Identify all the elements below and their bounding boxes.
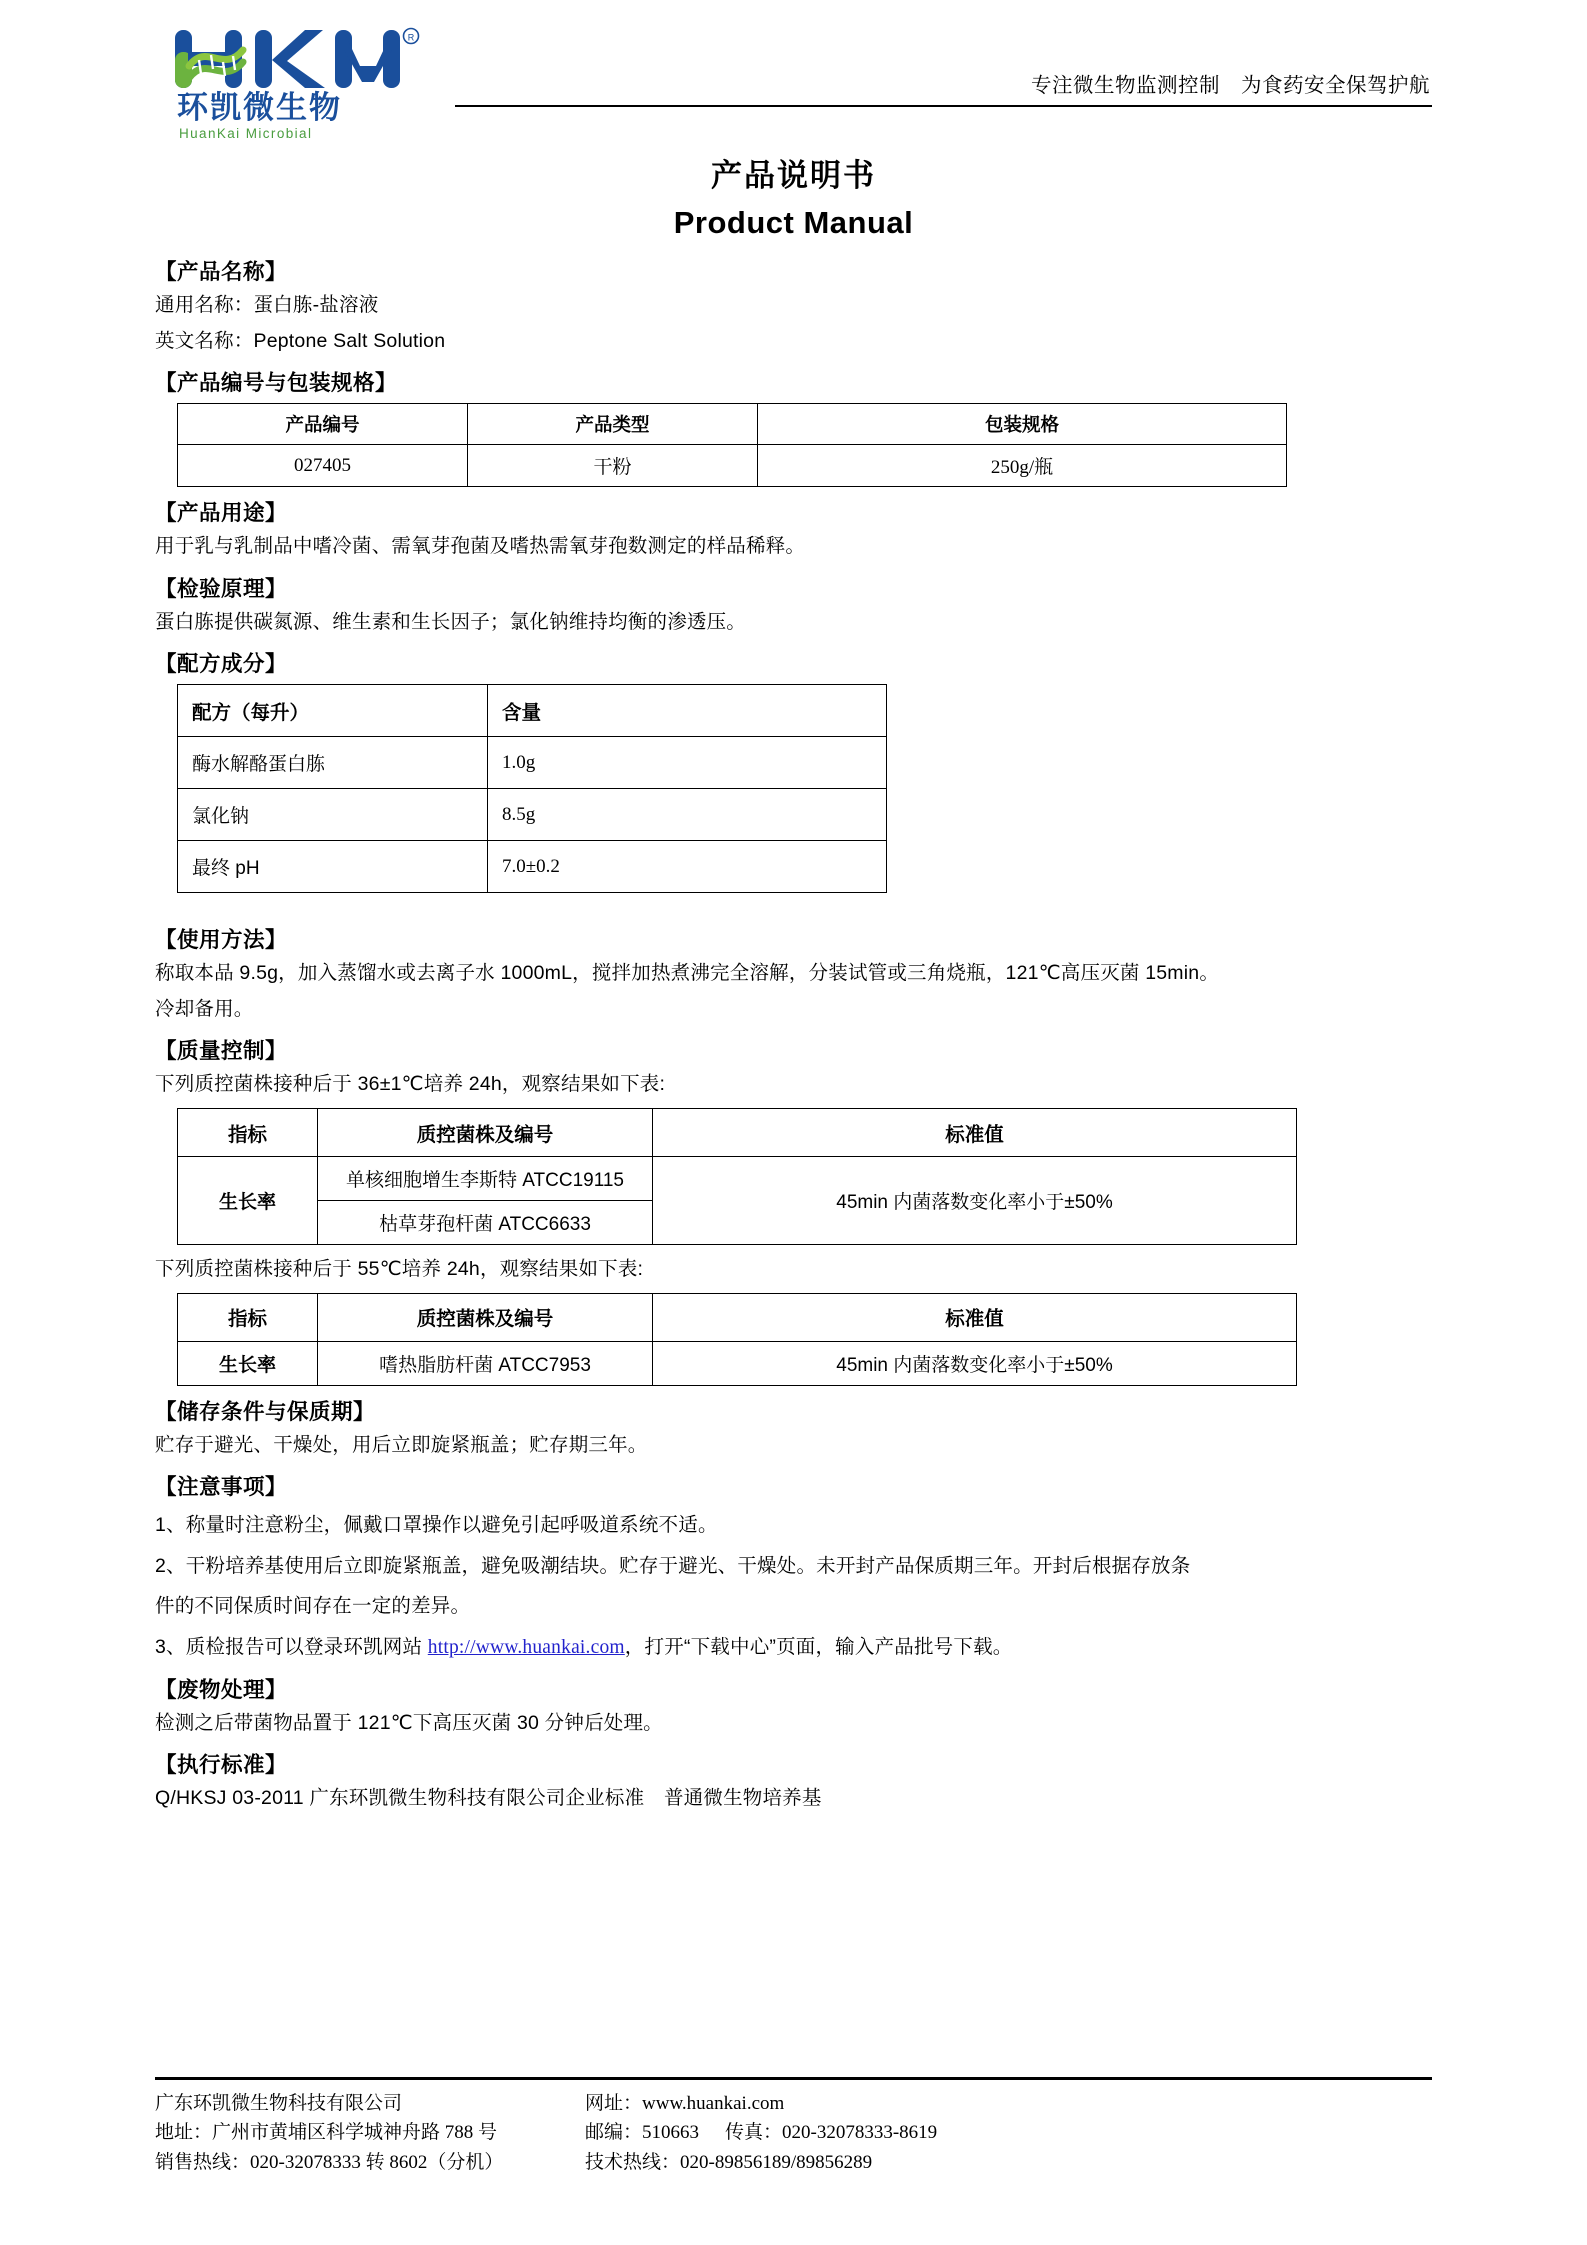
logo-english-name: HuanKai Microbial <box>179 126 313 141</box>
qc-intro-1: 下列质控菌株接种后于 36±1℃培养 24h，观察结果如下表: <box>155 1073 666 1096</box>
column-header-index: 指标 <box>178 1109 318 1157</box>
cell-amount: 1.0g <box>488 737 887 789</box>
section-heading-formula: 【配方成分】 <box>155 652 288 677</box>
section-heading-usage: 【使用方法】 <box>155 928 288 953</box>
package-spec-table <box>177 403 1287 487</box>
footer-right-column <box>585 2089 1432 2177</box>
page-footer <box>155 2077 1432 2177</box>
generic-name-row <box>155 290 1432 322</box>
cell-strain: 枯草芽孢杆菌 ATCC6633 <box>318 1201 653 1245</box>
company-logo <box>155 22 455 141</box>
footer-tech-hotline: 技术热线：020-89856189/89856289 <box>585 2151 873 2173</box>
cell-product-type: 干粉 <box>468 445 758 487</box>
footer-divider <box>155 2077 1432 2080</box>
precaution-item-2-line-1: 2、干粉培养基使用后立即旋紧瓶盖，避免吸潮结块。贮存于避光、干燥处。未开封产品保质期三年。开封后根据存放条 <box>155 1554 1191 1577</box>
purpose-text: 用于乳与乳制品中嗜冷菌、需氧芽孢菌及嗜热需氧芽孢数测定的样品稀释。 <box>155 535 806 558</box>
section-heading-package: 【产品编号与包装规格】 <box>155 371 398 396</box>
cell-ingredient: 氯化钠 <box>178 789 488 841</box>
qc-intro-2: 下列质控菌株接种后于 55℃培养 24h，观察结果如下表: <box>155 1258 644 1281</box>
english-name-value: Peptone Salt Solution <box>253 329 446 352</box>
cell-product-no: 027405 <box>178 445 468 487</box>
english-name-label: 英文名称： <box>155 329 254 352</box>
section-heading-waste: 【废物处理】 <box>155 1677 288 1702</box>
column-header-index: 指标 <box>178 1293 318 1341</box>
cell-package-spec: 250g/瓶 <box>758 445 1287 487</box>
hkm-logo-icon <box>155 22 445 94</box>
column-header-product-type: 产品类型 <box>468 404 758 445</box>
header-tagline-area <box>455 22 1432 107</box>
header-divider <box>455 105 1432 107</box>
cell-standard: 45min 内菌落数变化率小于±50% <box>653 1341 1297 1385</box>
table-header-row <box>178 685 887 737</box>
page-title-chinese: 产品说明书 <box>711 158 876 193</box>
table-header-row <box>178 1109 1297 1157</box>
table-row <box>178 1341 1297 1385</box>
table-row <box>178 841 887 893</box>
section-heading-product-name: 【产品名称】 <box>155 260 288 284</box>
footer-sales-hotline: 销售热线：020-32078333 转 8602（分机） <box>155 2151 504 2173</box>
section-heading-storage: 【储存条件与保质期】 <box>155 1399 376 1424</box>
footer-contact-grid <box>155 2089 1432 2177</box>
column-header-content: 含量 <box>488 685 887 737</box>
svg-text:R: R <box>407 32 415 43</box>
quality-control-table-1 <box>177 1108 1297 1245</box>
section-heading-standard: 【执行标准】 <box>155 1753 288 1778</box>
footer-company-name: 广东环凯微生物科技有限公司 <box>155 2092 403 2114</box>
waste-text: 检测之后带菌物品置于 121℃下高压灭菌 30 分钟后处理。 <box>155 1711 663 1734</box>
section-heading-principle: 【检验原理】 <box>155 576 288 601</box>
quality-control-table-2 <box>177 1293 1297 1386</box>
principle-text: 蛋白胨提供碳氮源、维生素和生长因子；氯化钠维持均衡的渗透压。 <box>155 610 747 633</box>
cell-index: 生长率 <box>178 1341 318 1385</box>
usage-line-1: 称取本品 9.5g，加入蒸馏水或去离子水 1000mL，搅拌加热煮沸完全溶解，分装试管或三角烧瓶，121℃高压灭菌 15min。 <box>155 962 1220 985</box>
generic-name-value: 蛋白胨-盐溶液 <box>253 294 379 316</box>
cell-amount: 7.0±0.2 <box>488 841 887 893</box>
precaution-item-3 <box>155 1632 1432 1664</box>
column-header-standard: 标准值 <box>653 1293 1297 1341</box>
column-header-package-spec: 包装规格 <box>758 404 1287 445</box>
cell-ingredient: 最终 pH <box>178 841 488 893</box>
table-header-row <box>178 1293 1297 1341</box>
footer-postcode-fax-row <box>585 2118 1432 2147</box>
cell-ingredient: 酶水解酪蛋白胨 <box>178 737 488 789</box>
table-row <box>178 445 1287 487</box>
usage-line-2: 冷却备用。 <box>155 997 254 1020</box>
column-header-strain: 质控菌株及编号 <box>318 1109 653 1157</box>
english-name-row <box>155 326 1432 358</box>
table-header-row <box>178 404 1287 445</box>
table-row <box>178 789 887 841</box>
section-heading-purpose: 【产品用途】 <box>155 501 288 526</box>
cell-strain: 嗜热脂肪杆菌 ATCC7953 <box>318 1341 653 1385</box>
generic-name-label: 通用名称： <box>155 294 254 316</box>
table-row <box>178 737 887 789</box>
section-heading-quality-control: 【质量控制】 <box>155 1039 288 1064</box>
huankai-website-link[interactable]: http://www.huankai.com <box>427 1636 625 1658</box>
cell-strain: 单核细胞增生李斯特 ATCC19115 <box>318 1157 653 1201</box>
standard-text: Q/HKSJ 03-2011 广东环凯微生物科技有限公司企业标准 普通微生物培养基 <box>155 1787 822 1810</box>
precaution-item-1: 1、称量时注意粉尘，佩戴口罩操作以避免引起呼吸道系统不适。 <box>155 1514 718 1537</box>
formula-table <box>177 684 887 893</box>
cell-standard: 45min 内菌落数变化率小于±50% <box>653 1157 1297 1245</box>
logo-chinese-name: 环凯微生物 <box>177 90 342 125</box>
precaution-3-suffix: ，打开“下载中心”页面，输入产品批号下载。 <box>624 1635 1013 1658</box>
cell-amount: 8.5g <box>488 789 887 841</box>
footer-postcode: 邮编：510663 <box>585 2122 700 2144</box>
storage-text: 贮存于避光、干燥处，用后立即旋紧瓶盖；贮存期三年。 <box>155 1433 648 1456</box>
column-header-standard: 标准值 <box>653 1109 1297 1157</box>
page-header <box>155 0 1432 141</box>
column-header-formula: 配方（每升） <box>178 685 488 737</box>
footer-left-column <box>155 2089 585 2177</box>
footer-address: 地址：广州市黄埔区科学城神舟路 788 号 <box>155 2122 498 2144</box>
footer-fax: 传真：020-32078333-8619 <box>725 2122 938 2144</box>
header-tagline: 专注微生物监测控制 为食药安全保驾护航 <box>1031 74 1430 97</box>
column-header-strain: 质控菌株及编号 <box>318 1293 653 1341</box>
cell-index: 生长率 <box>178 1157 318 1245</box>
page-title-english: Product Manual <box>673 205 914 240</box>
column-header-product-no: 产品编号 <box>178 404 468 445</box>
table-row <box>178 1157 1297 1201</box>
precaution-3-prefix: 3、质检报告可以登录环凯网站 <box>155 1635 428 1658</box>
section-heading-precautions: 【注意事项】 <box>155 1475 288 1500</box>
footer-website: 网址：www.huankai.com <box>585 2092 785 2114</box>
precaution-item-2-line-2: 件的不同保质时间存在一定的差异。 <box>155 1595 471 1618</box>
